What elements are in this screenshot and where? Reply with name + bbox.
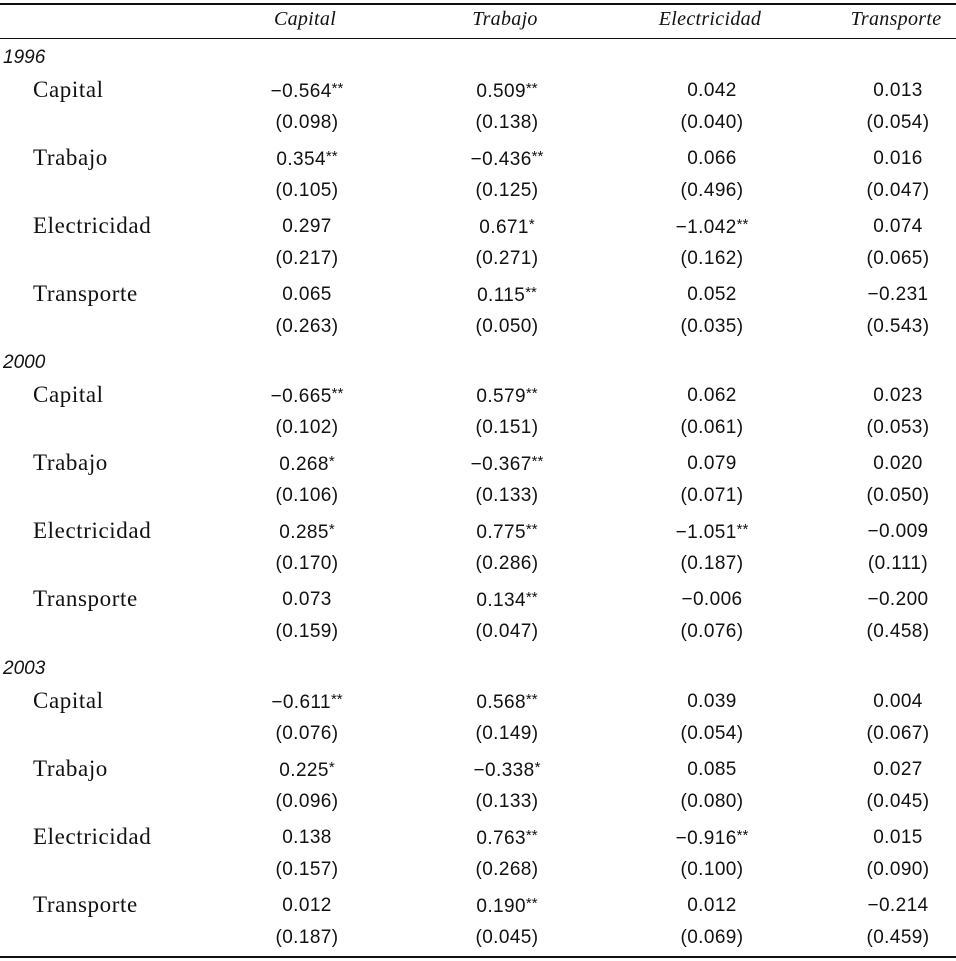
coefficient-number: 0.354 <box>276 149 326 170</box>
coefficient-number: 0.568 <box>476 692 526 713</box>
row-label: Capital <box>33 77 104 102</box>
significance-stars: ** <box>525 80 538 97</box>
significance-stars: ** <box>325 148 338 165</box>
coefficient-cell <box>437 521 577 544</box>
coefficient-number: 0.134 <box>476 590 526 611</box>
coefficient-number: −0.436 <box>470 149 532 170</box>
significance-stars: ** <box>525 521 538 538</box>
standard-error-cell: (0.047) <box>866 180 930 201</box>
coefficient-cell <box>237 148 377 171</box>
standard-error-cell: (0.067) <box>866 723 930 744</box>
coefficient-number: 0.297 <box>282 216 332 237</box>
coefficient-cell <box>642 284 782 306</box>
coefficient-number: 0.671 <box>479 217 529 238</box>
standard-error-cell: (0.100) <box>680 859 744 880</box>
column-header-trabajo: Trabajo <box>472 8 538 30</box>
standard-error-cell: (0.106) <box>275 485 339 506</box>
standard-error-cell: (0.045) <box>475 927 539 948</box>
significance-stars: ** <box>531 148 544 165</box>
standard-error-cell: (0.286) <box>475 553 539 574</box>
coefficient-cell <box>237 284 377 306</box>
coefficient-cell <box>237 80 377 103</box>
coefficient-number: 0.004 <box>873 691 923 712</box>
coefficient-number: 0.190 <box>476 896 526 917</box>
coefficient-number: −0.009 <box>867 521 929 542</box>
coefficient-cell <box>437 691 577 714</box>
coefficient-cell <box>437 827 577 850</box>
coefficient-number: 0.115 <box>477 285 526 306</box>
coefficient-cell <box>437 589 577 612</box>
standard-error-cell: (0.102) <box>275 417 339 438</box>
standard-error-cell: (0.111) <box>867 553 929 574</box>
standard-error-cell: (0.151) <box>475 417 539 438</box>
row-label: Trabajo <box>33 145 108 170</box>
standard-error-cell: (0.105) <box>275 180 339 201</box>
standard-error-cell: (0.496) <box>680 180 744 201</box>
significance-stars: * <box>328 521 335 538</box>
row-label: Capital <box>33 688 104 713</box>
coefficient-cell <box>437 453 577 476</box>
coefficient-number: −1.051 <box>675 522 737 543</box>
coefficient-cell <box>828 385 956 407</box>
coefficient-number: 0.012 <box>282 895 332 916</box>
coefficient-cell <box>828 691 956 713</box>
standard-error-cell: (0.076) <box>680 621 744 642</box>
coefficient-cell <box>828 284 956 306</box>
coefficient-cell <box>828 895 956 917</box>
coefficient-number: 0.509 <box>476 81 526 102</box>
coefficient-cell <box>642 216 782 239</box>
standard-error-cell: (0.458) <box>866 621 930 642</box>
standard-error-cell: (0.217) <box>275 248 339 269</box>
significance-stars: ** <box>525 827 538 844</box>
coefficient-number: 0.020 <box>873 453 923 474</box>
significance-stars: ** <box>331 385 344 402</box>
bottom-rule <box>0 956 956 958</box>
significance-stars: ** <box>525 691 538 708</box>
coefficient-cell <box>642 691 782 713</box>
coefficient-number: 0.027 <box>873 759 923 780</box>
coefficient-cell <box>237 453 377 476</box>
standard-error-cell: (0.035) <box>680 316 744 337</box>
coefficient-cell <box>642 589 782 611</box>
significance-stars: ** <box>736 216 749 233</box>
significance-stars: ** <box>736 521 749 538</box>
column-header-electricidad: Electricidad <box>658 8 762 30</box>
row-label: Transporte <box>33 586 138 611</box>
year-heading: 2000 <box>3 352 46 373</box>
standard-error-cell: (0.162) <box>680 248 744 269</box>
coefficient-cell <box>828 80 956 102</box>
coefficient-number: 0.775 <box>476 522 526 543</box>
coefficient-number: 0.012 <box>687 895 737 916</box>
row-label: Transporte <box>33 892 138 917</box>
coefficient-number: 0.268 <box>279 454 329 475</box>
row-label: Electricidad <box>33 213 152 238</box>
coefficient-number: 0.013 <box>873 80 923 101</box>
top-rule <box>0 3 956 5</box>
coefficient-number: 0.285 <box>279 522 329 543</box>
coefficient-cell <box>642 148 782 170</box>
coefficient-cell <box>642 80 782 102</box>
coefficient-cell <box>237 691 377 714</box>
coefficient-number: 0.042 <box>687 80 737 101</box>
significance-stars: ** <box>525 589 538 606</box>
coefficient-cell <box>237 895 377 917</box>
standard-error-cell: (0.098) <box>275 112 339 133</box>
row-label: Electricidad <box>33 518 152 543</box>
standard-error-cell: (0.268) <box>475 859 539 880</box>
header-rule <box>0 38 956 39</box>
coefficient-number: 0.074 <box>873 216 923 237</box>
row-label: Transporte <box>33 281 138 306</box>
coefficient-cell <box>642 385 782 407</box>
coefficient-cell <box>437 284 577 307</box>
coefficient-cell <box>437 216 577 239</box>
standard-error-cell: (0.187) <box>680 553 744 574</box>
coefficient-number: −0.564 <box>270 81 332 102</box>
coefficient-number: −0.916 <box>675 828 737 849</box>
standard-error-cell: (0.271) <box>475 248 539 269</box>
standard-error-cell: (0.170) <box>275 553 339 574</box>
standard-error-cell: (0.125) <box>475 180 539 201</box>
coefficient-number: 0.062 <box>687 385 737 406</box>
standard-error-cell: (0.045) <box>866 791 930 812</box>
coefficient-cell <box>828 148 956 170</box>
coefficient-number: 0.079 <box>687 453 737 474</box>
coefficient-cell <box>828 827 956 849</box>
coefficient-cell <box>437 759 577 782</box>
significance-stars: ** <box>525 284 537 301</box>
standard-error-cell: (0.069) <box>680 927 744 948</box>
coefficient-cell <box>642 895 782 917</box>
coefficient-cell <box>642 453 782 475</box>
coefficient-number: 0.073 <box>282 589 332 610</box>
year-heading: 1996 <box>3 47 46 68</box>
standard-error-cell: (0.138) <box>475 112 539 133</box>
standard-error-cell: (0.187) <box>275 927 339 948</box>
significance-stars: * <box>328 759 335 776</box>
standard-error-cell: (0.061) <box>680 417 744 438</box>
coefficient-number: 0.225 <box>279 760 329 781</box>
standard-error-cell: (0.076) <box>275 723 339 744</box>
coefficient-cell <box>642 521 782 544</box>
coefficient-number: 0.039 <box>687 691 737 712</box>
significance-stars: * <box>528 216 535 233</box>
coefficient-cell <box>237 216 377 238</box>
coefficient-cell <box>828 589 956 611</box>
coefficient-number: 0.579 <box>476 386 526 407</box>
standard-error-cell: (0.543) <box>866 316 930 337</box>
coefficient-cell <box>237 827 377 849</box>
standard-error-cell: (0.047) <box>475 621 539 642</box>
coefficient-number: −0.338 <box>473 760 535 781</box>
significance-stars: ** <box>331 80 344 97</box>
coefficient-number: −0.214 <box>867 895 929 916</box>
standard-error-cell: (0.050) <box>475 316 539 337</box>
significance-stars: ** <box>736 827 749 844</box>
standard-error-cell: (0.040) <box>680 112 744 133</box>
coefficient-number: 0.065 <box>282 284 332 305</box>
coefficient-number: −0.231 <box>867 284 929 305</box>
standard-error-cell: (0.159) <box>275 621 339 642</box>
coefficient-number: 0.066 <box>687 148 737 169</box>
significance-stars: * <box>534 759 541 776</box>
coefficient-cell <box>828 453 956 475</box>
coefficient-cell <box>828 759 956 781</box>
standard-error-cell: (0.157) <box>275 859 339 880</box>
coefficient-number: −1.042 <box>675 217 737 238</box>
coefficient-number: −0.006 <box>681 589 743 610</box>
standard-error-cell: (0.080) <box>680 791 744 812</box>
standard-error-cell: (0.459) <box>866 927 930 948</box>
standard-error-cell: (0.054) <box>680 723 744 744</box>
coefficient-cell <box>237 385 377 408</box>
coefficient-cell <box>828 216 956 238</box>
coefficient-number: −0.200 <box>867 589 929 610</box>
coefficient-cell <box>828 521 956 543</box>
row-label: Trabajo <box>33 450 108 475</box>
significance-stars: ** <box>330 691 343 708</box>
coefficient-number: 0.052 <box>687 284 737 305</box>
standard-error-cell: (0.090) <box>866 859 930 880</box>
row-label: Trabajo <box>33 756 108 781</box>
column-header-capital: Capital <box>273 8 337 30</box>
significance-stars: ** <box>525 895 538 912</box>
standard-error-cell: (0.133) <box>475 791 539 812</box>
coefficient-cell <box>642 759 782 781</box>
coefficient-number: −0.367 <box>470 454 532 475</box>
standard-error-cell: (0.065) <box>866 248 930 269</box>
coefficient-cell <box>437 895 577 918</box>
row-label: Electricidad <box>33 824 152 849</box>
standard-error-cell: (0.071) <box>680 485 744 506</box>
coefficient-cell <box>437 148 577 171</box>
standard-error-cell: (0.054) <box>866 112 930 133</box>
coefficient-number: 0.138 <box>282 827 332 848</box>
coefficient-cell <box>642 827 782 850</box>
column-header-transporte: Transporte <box>850 8 942 30</box>
standard-error-cell: (0.133) <box>475 485 539 506</box>
significance-stars: ** <box>531 453 544 470</box>
year-heading: 2003 <box>3 658 46 679</box>
coefficient-number: 0.016 <box>873 148 923 169</box>
coefficient-number: 0.085 <box>687 759 737 780</box>
coefficient-cell <box>237 589 377 611</box>
coefficient-number: −0.611 <box>271 692 331 713</box>
significance-stars: ** <box>525 385 538 402</box>
coefficient-number: 0.023 <box>873 385 923 406</box>
standard-error-cell: (0.149) <box>475 723 539 744</box>
coefficient-cell <box>437 385 577 408</box>
coefficient-number: 0.015 <box>873 827 923 848</box>
coefficient-cell <box>237 759 377 782</box>
coefficient-cell <box>437 80 577 103</box>
significance-stars: * <box>328 453 335 470</box>
standard-error-cell: (0.096) <box>275 791 339 812</box>
coefficient-cell <box>237 521 377 544</box>
standard-error-cell: (0.053) <box>866 417 930 438</box>
standard-error-cell: (0.050) <box>866 485 930 506</box>
row-label: Capital <box>33 382 104 407</box>
coefficient-number: −0.665 <box>270 386 332 407</box>
coefficient-number: 0.763 <box>476 828 526 849</box>
standard-error-cell: (0.263) <box>275 316 339 337</box>
